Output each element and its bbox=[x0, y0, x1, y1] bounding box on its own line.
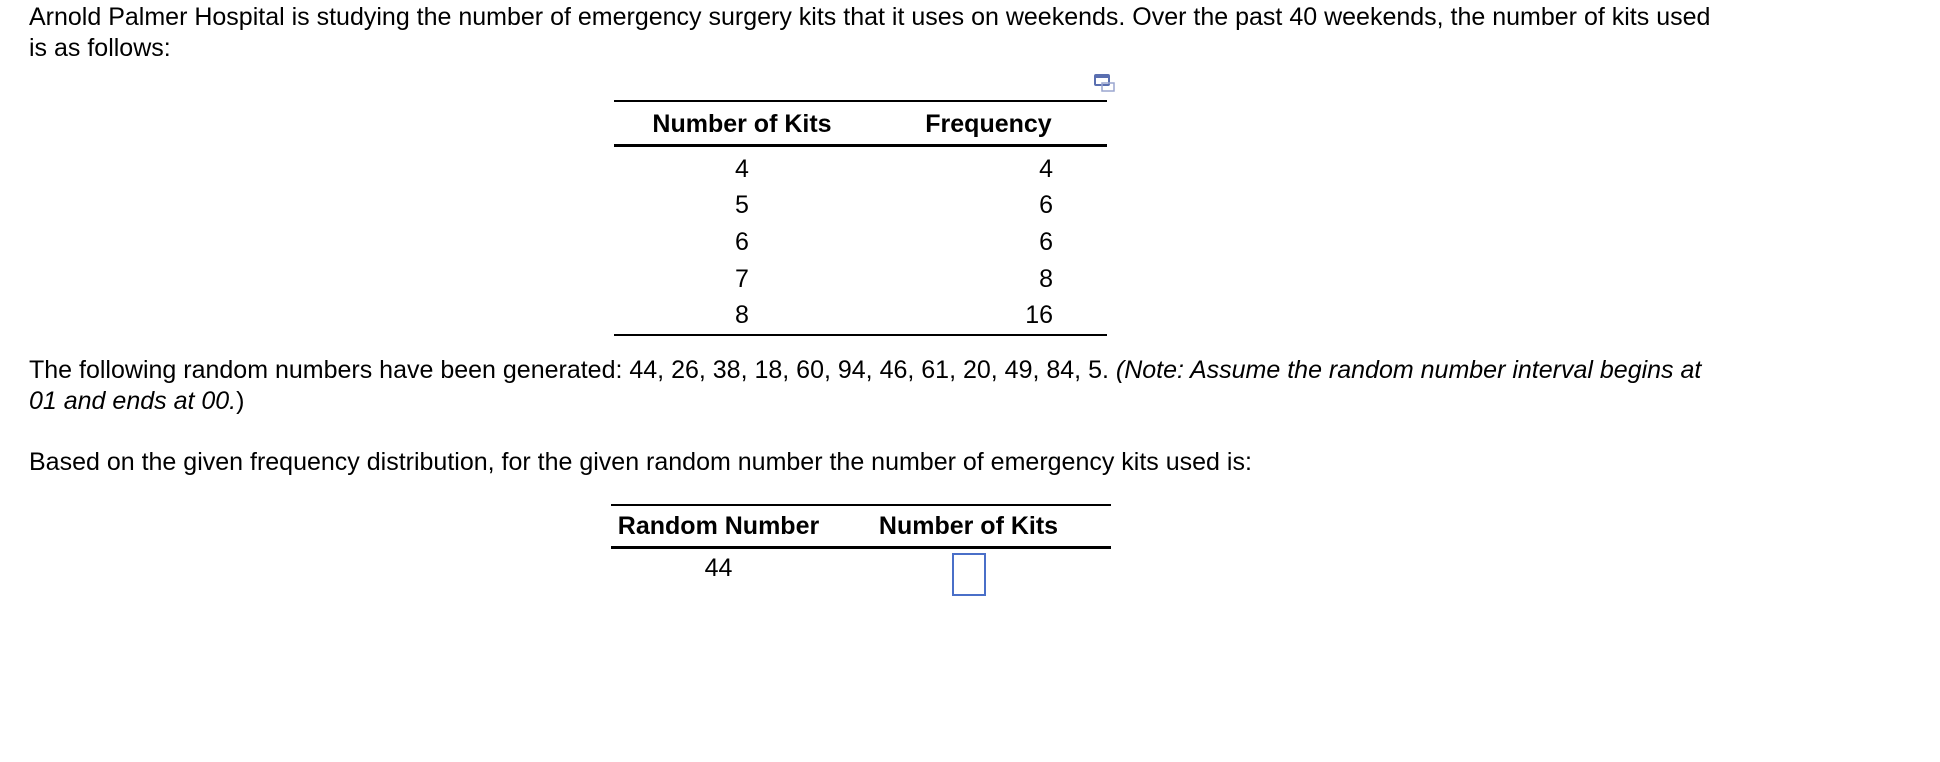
random-number-cell: 44 bbox=[704, 554, 733, 582]
kits-cell: 8 bbox=[735, 301, 749, 330]
header-frequency: Frequency bbox=[925, 109, 1052, 138]
question-prompt: Based on the given frequency distribution, for the given random number the number of emergency kits used is: bbox=[29, 448, 1252, 476]
answer-table bbox=[611, 504, 1111, 597]
frequency-cell: 6 bbox=[1039, 227, 1053, 256]
frequency-table-header-row bbox=[614, 101, 1107, 146]
table-row bbox=[614, 297, 1107, 335]
table-row bbox=[614, 146, 1107, 188]
kits-cell: 6 bbox=[735, 227, 749, 256]
table-row bbox=[611, 548, 1111, 598]
frequency-cell: 8 bbox=[1039, 264, 1053, 293]
copy-table-icon[interactable] bbox=[1093, 71, 1117, 95]
frequency-cell: 16 bbox=[1025, 301, 1053, 330]
kits-cell: 5 bbox=[735, 191, 749, 220]
answer-cell bbox=[826, 548, 1111, 598]
problem-intro: Arnold Palmer Hospital is studying the number of emergency surgery kits that it uses on weekends. Over the past 40 weekends, the number of kits used is as follows: bbox=[29, 3, 1711, 62]
header-number-of-kits-answer: Number of Kits bbox=[878, 511, 1059, 540]
kits-cell: 4 bbox=[735, 154, 749, 183]
table-row bbox=[614, 188, 1107, 225]
kits-cell: 7 bbox=[735, 264, 749, 293]
table-row bbox=[614, 224, 1107, 261]
frequency-cell: 4 bbox=[1039, 154, 1053, 183]
header-number-of-kits: Number of Kits bbox=[652, 109, 832, 138]
note-text: (Note: Assume the random number interval begins at 01 and ends at 00. bbox=[29, 356, 1702, 415]
answer-table-header-row bbox=[611, 505, 1111, 548]
header-random-number: Random Number bbox=[617, 511, 820, 540]
kits-answer-input[interactable] bbox=[952, 553, 986, 596]
note-close: ) bbox=[236, 387, 245, 415]
frequency-cell: 6 bbox=[1039, 191, 1053, 220]
table-row bbox=[614, 261, 1107, 298]
random-numbers-text: The following random numbers have been generated: 44, 26, 38, 18, 60, 94, 46, 61, 20, 49, 84, 5. bbox=[29, 356, 1109, 384]
frequency-table bbox=[614, 100, 1107, 336]
random-numbers-paragraph bbox=[29, 355, 1729, 417]
